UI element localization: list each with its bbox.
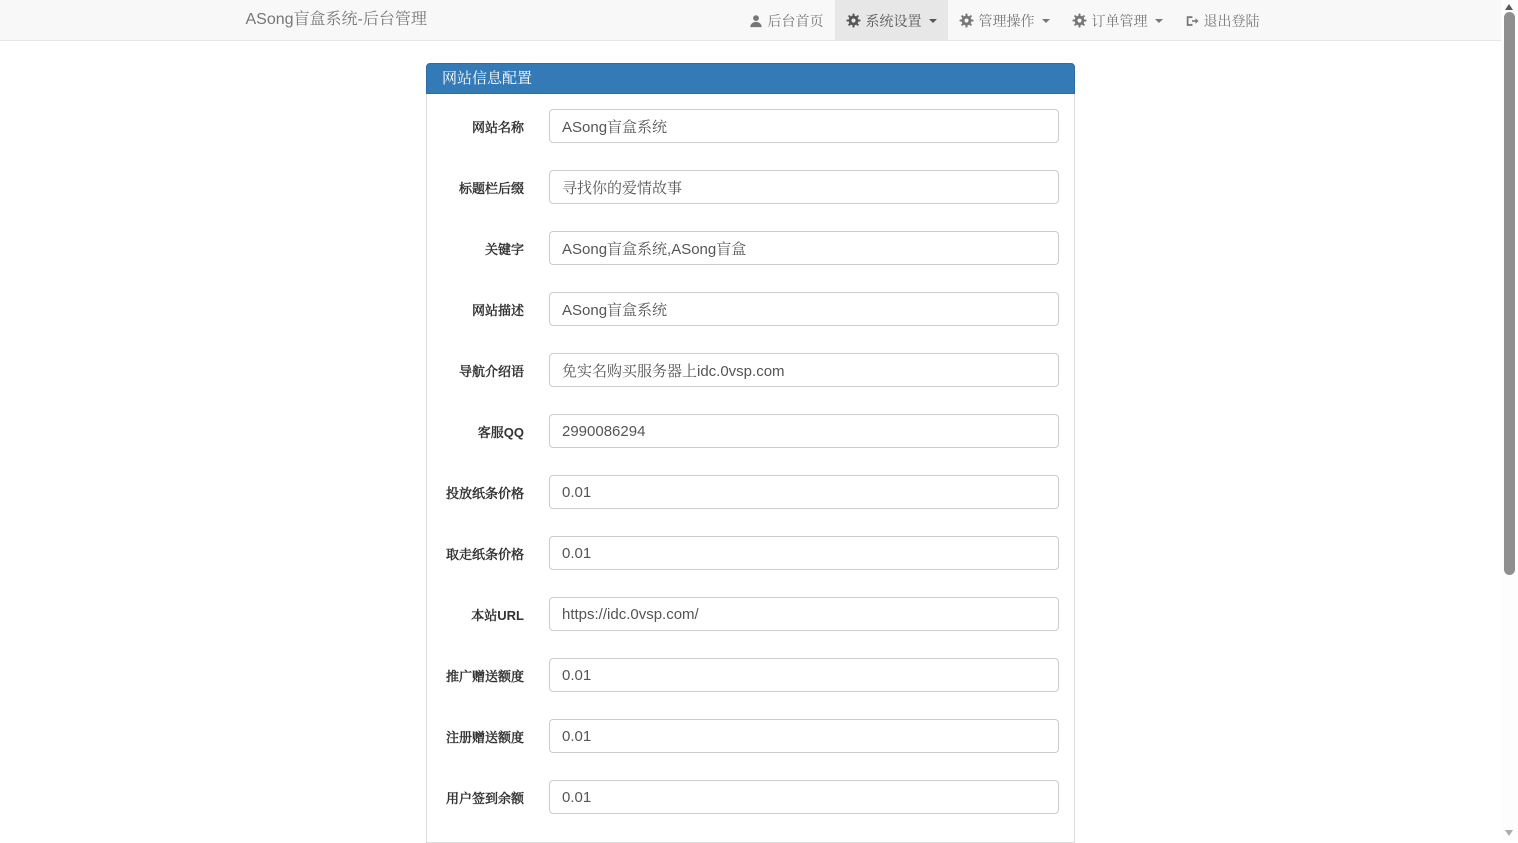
scrollbar-thumb[interactable]: [1504, 12, 1515, 575]
form-row-keywords: [442, 231, 1059, 265]
field-label: 本站URL: [471, 607, 524, 623]
site-url-input[interactable]: [549, 597, 1059, 631]
chevron-down-icon: [1155, 19, 1163, 23]
form-row-promo-bonus: [442, 658, 1059, 692]
form-row-site-name: [442, 109, 1059, 143]
nav-item-label: 管理操作: [978, 12, 1035, 29]
gear-icon: [959, 13, 974, 28]
nav-item-label: 订单管理: [1091, 12, 1148, 29]
form-row-register-bonus: [442, 719, 1059, 753]
navbar-brand[interactable]: ASong盲盒系统-后台管理: [245, 11, 427, 28]
nav-intro-input[interactable]: [549, 353, 1059, 387]
form-row-site-url: [442, 597, 1059, 631]
scrollbar-down-arrow-icon[interactable]: [1505, 830, 1513, 836]
title-suffix-input[interactable]: [549, 170, 1059, 204]
field-label: 注册赠送额度: [445, 729, 524, 745]
nav-item-label: 后台首页: [767, 12, 824, 29]
form-row-nav-intro: [442, 353, 1059, 387]
field-label: 标题栏后缀: [458, 180, 524, 196]
chevron-down-icon: [929, 19, 937, 23]
form-row-service-qq: [442, 414, 1059, 448]
nav-item-order-management[interactable]: [1061, 0, 1174, 41]
top-navbar: [0, 0, 1501, 41]
scrollbar-up-arrow-icon[interactable]: [1505, 4, 1513, 10]
site-name-input[interactable]: [549, 109, 1059, 143]
form-row-title-suffix: [442, 170, 1059, 204]
site-description-input[interactable]: [549, 292, 1059, 326]
form-row-checkin-balance: [442, 780, 1059, 814]
gear-icon: [1072, 13, 1087, 28]
vertical-scrollbar[interactable]: [1501, 0, 1518, 840]
checkin-balance-input[interactable]: [549, 780, 1059, 814]
gear-icon: [846, 13, 861, 28]
note-take-price-input[interactable]: [549, 536, 1059, 570]
field-label: 取走纸条价格: [445, 546, 524, 562]
panel-title: 网站信息配置: [426, 63, 1075, 94]
note-post-price-input[interactable]: [549, 475, 1059, 509]
user-icon: [749, 14, 763, 28]
nav-item-dashboard[interactable]: [738, 0, 835, 41]
form-row-note-take-price: [442, 536, 1059, 570]
site-config-panel: [426, 63, 1075, 843]
form-row-site-description: [442, 292, 1059, 326]
panel-body: [426, 94, 1075, 843]
nav-item-label: 退出登陆: [1203, 12, 1260, 29]
service-qq-input[interactable]: [549, 414, 1059, 448]
field-label: 用户签到余额: [445, 790, 524, 806]
chevron-down-icon: [1042, 19, 1050, 23]
keywords-input[interactable]: [549, 231, 1059, 265]
sign-out-icon: [1185, 14, 1199, 28]
promo-bonus-input[interactable]: [549, 658, 1059, 692]
field-label: 关键字: [484, 241, 524, 257]
nav-item-manage-operations[interactable]: [948, 0, 1061, 41]
nav-item-system-settings[interactable]: [835, 0, 948, 41]
form-row-note-post-price: [442, 475, 1059, 509]
field-label: 网站描述: [471, 302, 524, 318]
field-label: 客服QQ: [477, 424, 524, 440]
navbar-menu: [738, 0, 1271, 41]
nav-item-logout[interactable]: [1174, 0, 1271, 41]
field-label: 推广赠送额度: [445, 668, 524, 684]
field-label: 导航介绍语: [458, 363, 524, 379]
field-label: 网站名称: [471, 119, 524, 135]
navbar-container: [231, 0, 1271, 41]
nav-item-label: 系统设置: [865, 12, 922, 29]
field-label: 投放纸条价格: [445, 485, 524, 501]
register-bonus-input[interactable]: [549, 719, 1059, 753]
